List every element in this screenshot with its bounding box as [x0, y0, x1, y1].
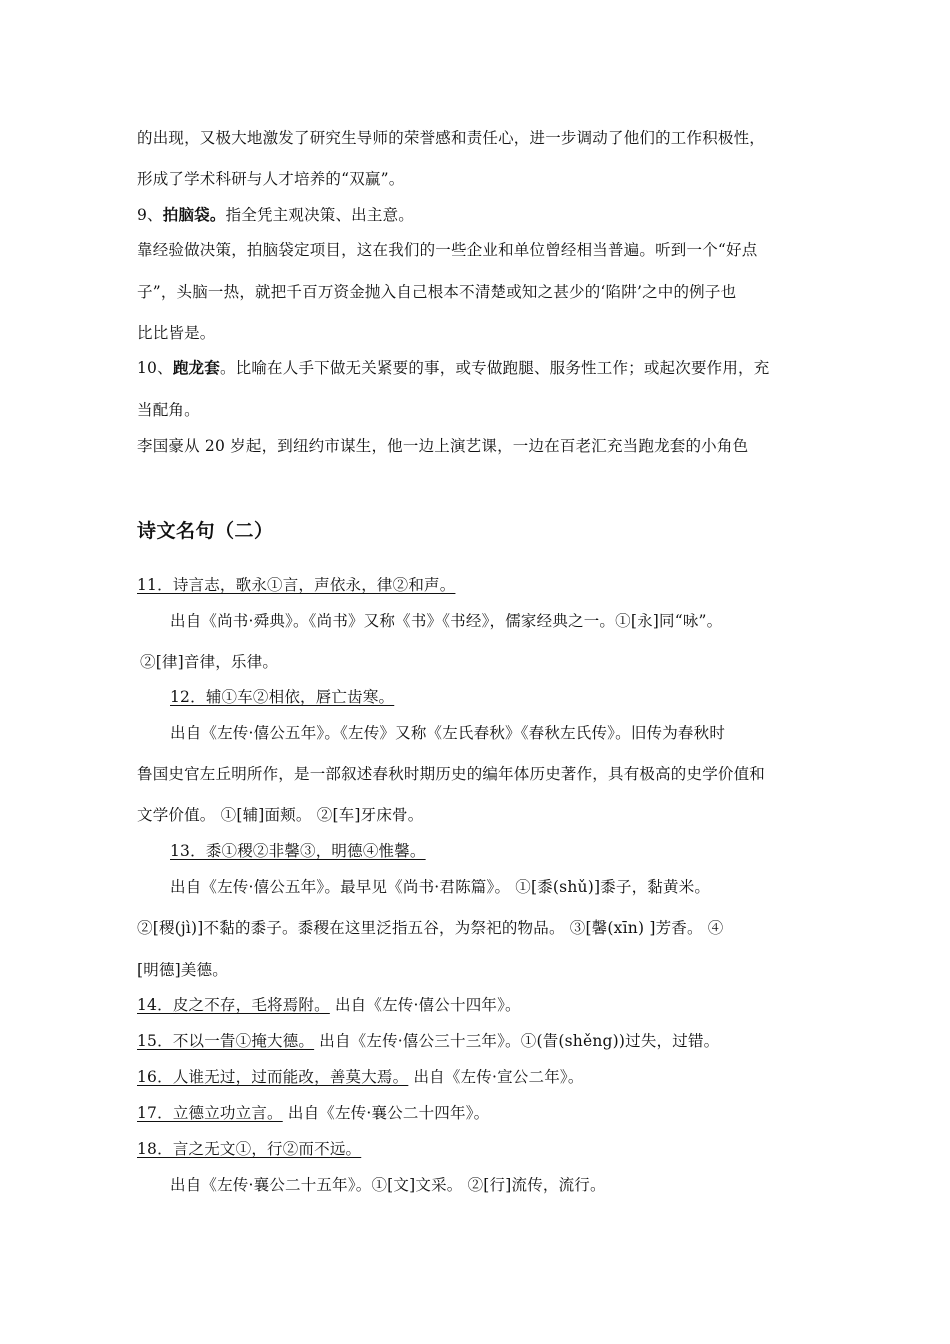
quote-17-source: 出自《左传·襄公二十四年》。: [287, 1104, 490, 1122]
quote-13-note: ②[稷(jì)]不黏的黍子。黍稷在这里泛指五谷，为祭祀的物品。 ③[馨(xīn) ]芳香。 ④: [137, 919, 724, 937]
term-10-definition: 。比喻在人手下做无关紧要的事，或专做跑腿、服务性工作；或起次要作用，充: [219, 359, 770, 377]
term-9-example-line: 靠经验做决策，拍脑袋定项目，这在我们的一些企业和单位曾经相当普遍。听到一个“好点: [137, 241, 758, 259]
quote-11-note: 出自《尚书·舜典》。《尚书》又称《书》《书经》，儒家经典之一。①[永]同“咏”。: [170, 612, 723, 630]
term-9-title: 拍脑袋。: [162, 206, 226, 224]
quote-14: 14．皮之不存，毛将焉附。: [137, 996, 330, 1014]
term-10-line: [137, 358, 769, 378]
term-9-example-line: 比比皆是。: [137, 324, 216, 342]
term-9-line: [137, 205, 414, 225]
quote-13-note: [明德]美德。: [137, 961, 228, 979]
quote-18-note: 出自《左传·襄公二十五年》。①[文]文采。 ②[行]流传，流行。: [170, 1176, 606, 1194]
quote-11-note: ②[律]音律，乐律。: [140, 653, 279, 671]
paragraph-line: 形成了学术科研与人才培养的“双赢”。: [137, 170, 405, 188]
term-9-example-line: 子”，头脑一热，就把千百万资金抛入自己根本不清楚或知之甚少的‘陷阱’之中的例子也: [137, 283, 737, 301]
quote-12-note: 出自《左传·僖公五年》。《左传》又称《左氏春秋》《春秋左氏传》。旧传为春秋时: [170, 724, 726, 742]
quote-16: 16．人谁无过，过而能改，善莫大焉。: [137, 1068, 409, 1086]
quote-13: 13．黍①稷②非馨③，明德④惟馨。: [170, 842, 426, 860]
quote-15-line: [137, 1031, 719, 1051]
term-number: 9、: [137, 206, 163, 224]
quote-17-line: [137, 1103, 489, 1123]
quote-15-source: 出自《左传·僖公三十三年》。①(眚(shěng))过失，过错。: [319, 1032, 720, 1050]
quote-18: 18．言之无文①，行②而不远。: [137, 1140, 362, 1158]
quote-14-line: [137, 995, 521, 1015]
quote-17: 17．立德立功立言。: [137, 1104, 283, 1122]
paragraph-line: 的出现，又极大地激发了研究生导师的荣誉感和责任心，进一步调动了他们的工作积极性，: [137, 129, 766, 147]
term-10-definition-line: 当配角。: [137, 401, 200, 419]
quote-12-note: 文学价值。 ①[辅]面颊。 ②[车]牙床骨。: [137, 806, 424, 824]
quote-16-source: 出自《左传·宣公二年》。: [413, 1068, 584, 1086]
term-10-example-line: 李国豪从 20 岁起，到纽约市谋生，他一边上演艺课，一边在百老汇充当跑龙套的小角色: [137, 437, 749, 455]
quote-14-source: 出自《左传·僖公十四年》。: [334, 996, 521, 1014]
quote-13-note: 出自《左传·僖公五年》。最早见《尚书·君陈篇》。 ①[黍(shǔ)]黍子，黏黄米。: [170, 878, 711, 896]
term-9-definition: 指全凭主观决策、出主意。: [225, 206, 414, 224]
quote-11: 11．诗言志，歌永①言，声依永，律②和声。: [137, 576, 456, 594]
term-10-title: 跑龙套: [172, 359, 220, 377]
section-heading: 诗文名句（二）: [137, 520, 274, 542]
quote-12-note: 鲁国史官左丘明所作，是一部叙述春秋时期历史的编年体历史著作，具有极高的史学价值和: [137, 765, 766, 783]
quote-16-line: [137, 1067, 584, 1087]
quote-15: 15．不以一眚①掩大德。: [137, 1032, 315, 1050]
quote-12: 12．辅①车②相依，唇亡齿寒。: [170, 688, 395, 706]
term-number: 10、: [137, 359, 173, 377]
